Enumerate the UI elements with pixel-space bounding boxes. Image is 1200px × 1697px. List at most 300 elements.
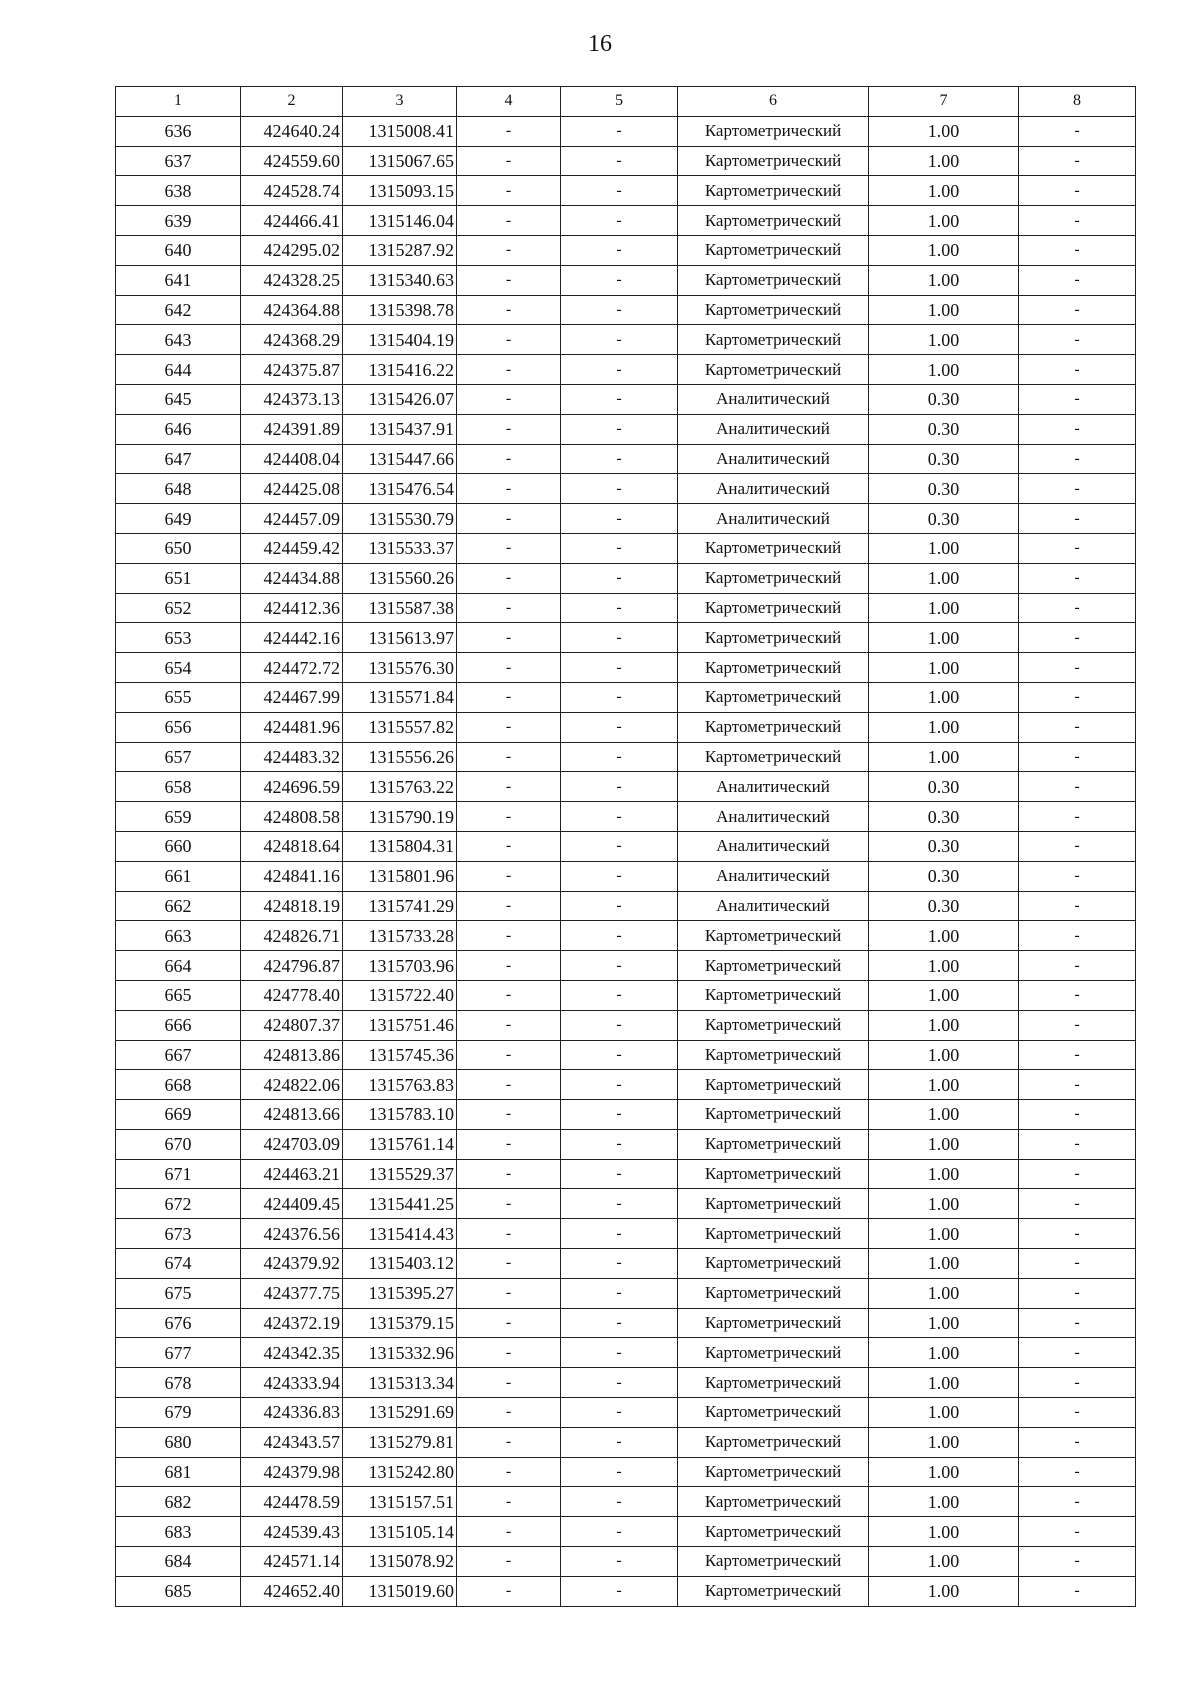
method-cell: Картометрический xyxy=(678,980,869,1010)
page-number: 16 xyxy=(588,31,612,57)
method-cell: Картометрический xyxy=(678,1040,869,1070)
col-8-cell: - xyxy=(1019,772,1136,802)
point-number-cell: 668 xyxy=(116,1070,241,1100)
col-5-cell: - xyxy=(561,1040,678,1070)
coord-x-cell: 424391.89 xyxy=(241,414,343,444)
coord-y-cell: 1315533.37 xyxy=(343,533,457,563)
col-5-cell: - xyxy=(561,355,678,385)
coord-x-cell: 424373.13 xyxy=(241,384,343,414)
col-5-cell: - xyxy=(561,1338,678,1368)
col-8-cell: - xyxy=(1019,1189,1136,1219)
header-row xyxy=(116,87,1136,117)
col-5-cell: - xyxy=(561,235,678,265)
accuracy-cell: 1.00 xyxy=(869,1189,1019,1219)
coord-x-cell: 424640.24 xyxy=(241,116,343,146)
col-5-cell: - xyxy=(561,980,678,1010)
method-cell: Картометрический xyxy=(678,206,869,236)
col-8-cell: - xyxy=(1019,891,1136,921)
col-4-cell: - xyxy=(457,682,561,712)
col-4-cell: - xyxy=(457,355,561,385)
col-5-cell: - xyxy=(561,1249,678,1279)
method-cell: Аналитический xyxy=(678,414,869,444)
point-number-cell: 663 xyxy=(116,921,241,951)
table-row xyxy=(116,772,1136,802)
col-8-cell: - xyxy=(1019,325,1136,355)
coord-x-cell: 424818.19 xyxy=(241,891,343,921)
column-header-4: 4 xyxy=(457,87,561,117)
method-cell: Картометрический xyxy=(678,593,869,623)
col-5-cell: - xyxy=(561,1487,678,1517)
table-row xyxy=(116,1368,1136,1398)
col-5-cell: - xyxy=(561,474,678,504)
coord-x-cell: 424808.58 xyxy=(241,802,343,832)
point-number-cell: 678 xyxy=(116,1368,241,1398)
table-row xyxy=(116,593,1136,623)
table-row xyxy=(116,1249,1136,1279)
accuracy-cell: 1.00 xyxy=(869,563,1019,593)
method-cell: Картометрический xyxy=(678,742,869,772)
col-5-cell: - xyxy=(561,1189,678,1219)
coord-y-cell: 1315242.80 xyxy=(343,1457,457,1487)
accuracy-cell: 0.30 xyxy=(869,444,1019,474)
col-5-cell: - xyxy=(561,1308,678,1338)
col-5-cell: - xyxy=(561,712,678,742)
col-4-cell: - xyxy=(457,980,561,1010)
coord-x-cell: 424295.02 xyxy=(241,235,343,265)
col-8-cell: - xyxy=(1019,712,1136,742)
col-8-cell: - xyxy=(1019,1219,1136,1249)
table-header xyxy=(116,87,1136,117)
col-4-cell: - xyxy=(457,1368,561,1398)
accuracy-cell: 1.00 xyxy=(869,980,1019,1010)
col-8-cell: - xyxy=(1019,1457,1136,1487)
method-cell: Картометрический xyxy=(678,1457,869,1487)
col-8-cell: - xyxy=(1019,206,1136,236)
coord-x-cell: 424467.99 xyxy=(241,682,343,712)
point-number-cell: 643 xyxy=(116,325,241,355)
method-cell: Картометрический xyxy=(678,146,869,176)
col-5-cell: - xyxy=(561,1159,678,1189)
point-number-cell: 652 xyxy=(116,593,241,623)
col-4-cell: - xyxy=(457,623,561,653)
table-row xyxy=(116,206,1136,236)
col-5-cell: - xyxy=(561,265,678,295)
method-cell: Аналитический xyxy=(678,861,869,891)
accuracy-cell: 1.00 xyxy=(869,1576,1019,1606)
method-cell: Картометрический xyxy=(678,1010,869,1040)
accuracy-cell: 1.00 xyxy=(869,1427,1019,1457)
coord-y-cell: 1315560.26 xyxy=(343,563,457,593)
accuracy-cell: 1.00 xyxy=(869,593,1019,623)
coord-y-cell: 1315783.10 xyxy=(343,1100,457,1130)
point-number-cell: 676 xyxy=(116,1308,241,1338)
col-5-cell: - xyxy=(561,1010,678,1040)
col-4-cell: - xyxy=(457,1040,561,1070)
table-row xyxy=(116,831,1136,861)
col-8-cell: - xyxy=(1019,1040,1136,1070)
point-number-cell: 682 xyxy=(116,1487,241,1517)
point-number-cell: 679 xyxy=(116,1398,241,1428)
col-4-cell: - xyxy=(457,1219,561,1249)
col-4-cell: - xyxy=(457,414,561,444)
point-number-cell: 674 xyxy=(116,1249,241,1279)
accuracy-cell: 1.00 xyxy=(869,325,1019,355)
col-8-cell: - xyxy=(1019,235,1136,265)
accuracy-cell: 1.00 xyxy=(869,1547,1019,1577)
coord-y-cell: 1315008.41 xyxy=(343,116,457,146)
method-cell: Картометрический xyxy=(678,1070,869,1100)
col-4-cell: - xyxy=(457,1427,561,1457)
coord-x-cell: 424826.71 xyxy=(241,921,343,951)
coord-y-cell: 1315763.83 xyxy=(343,1070,457,1100)
coord-x-cell: 424822.06 xyxy=(241,1070,343,1100)
coord-y-cell: 1315426.07 xyxy=(343,384,457,414)
col-8-cell: - xyxy=(1019,384,1136,414)
col-8-cell: - xyxy=(1019,444,1136,474)
table-row xyxy=(116,1427,1136,1457)
coord-y-cell: 1315437.91 xyxy=(343,414,457,444)
col-8-cell: - xyxy=(1019,414,1136,444)
coord-x-cell: 424408.04 xyxy=(241,444,343,474)
coord-x-cell: 424813.66 xyxy=(241,1100,343,1130)
coord-y-cell: 1315790.19 xyxy=(343,802,457,832)
accuracy-cell: 1.00 xyxy=(869,742,1019,772)
coord-y-cell: 1315403.12 xyxy=(343,1249,457,1279)
col-4-cell: - xyxy=(457,474,561,504)
coord-x-cell: 424559.60 xyxy=(241,146,343,176)
method-cell: Картометрический xyxy=(678,1159,869,1189)
col-5-cell: - xyxy=(561,1517,678,1547)
coord-y-cell: 1315340.63 xyxy=(343,265,457,295)
accuracy-cell: 1.00 xyxy=(869,1398,1019,1428)
coord-x-cell: 424328.25 xyxy=(241,265,343,295)
point-number-cell: 673 xyxy=(116,1219,241,1249)
table-row xyxy=(116,1398,1136,1428)
col-8-cell: - xyxy=(1019,1338,1136,1368)
col-8-cell: - xyxy=(1019,1070,1136,1100)
coord-y-cell: 1315733.28 xyxy=(343,921,457,951)
accuracy-cell: 1.00 xyxy=(869,921,1019,951)
method-cell: Картометрический xyxy=(678,1427,869,1457)
col-4-cell: - xyxy=(457,772,561,802)
coord-y-cell: 1315761.14 xyxy=(343,1129,457,1159)
accuracy-cell: 1.00 xyxy=(869,712,1019,742)
accuracy-cell: 1.00 xyxy=(869,1457,1019,1487)
col-5-cell: - xyxy=(561,1278,678,1308)
col-5-cell: - xyxy=(561,1576,678,1606)
accuracy-cell: 1.00 xyxy=(869,1219,1019,1249)
accuracy-cell: 0.30 xyxy=(869,384,1019,414)
col-5-cell: - xyxy=(561,891,678,921)
coord-x-cell: 424652.40 xyxy=(241,1576,343,1606)
point-number-cell: 649 xyxy=(116,504,241,534)
table-row xyxy=(116,1278,1136,1308)
col-4-cell: - xyxy=(457,146,561,176)
table-row xyxy=(116,1159,1136,1189)
col-8-cell: - xyxy=(1019,682,1136,712)
coord-y-cell: 1315379.15 xyxy=(343,1308,457,1338)
col-5-cell: - xyxy=(561,802,678,832)
table-row xyxy=(116,176,1136,206)
accuracy-cell: 0.30 xyxy=(869,831,1019,861)
col-5-cell: - xyxy=(561,682,678,712)
table-row xyxy=(116,1517,1136,1547)
method-cell: Картометрический xyxy=(678,1338,869,1368)
coord-y-cell: 1315751.46 xyxy=(343,1010,457,1040)
method-cell: Аналитический xyxy=(678,504,869,534)
table-row xyxy=(116,951,1136,981)
col-5-cell: - xyxy=(561,1070,678,1100)
method-cell: Картометрический xyxy=(678,712,869,742)
col-8-cell: - xyxy=(1019,1576,1136,1606)
coord-y-cell: 1315529.37 xyxy=(343,1159,457,1189)
col-4-cell: - xyxy=(457,533,561,563)
col-8-cell: - xyxy=(1019,1427,1136,1457)
table-row xyxy=(116,1189,1136,1219)
col-5-cell: - xyxy=(561,623,678,653)
table-row xyxy=(116,146,1136,176)
col-5-cell: - xyxy=(561,295,678,325)
col-8-cell: - xyxy=(1019,1159,1136,1189)
point-number-cell: 662 xyxy=(116,891,241,921)
col-5-cell: - xyxy=(561,831,678,861)
table-row xyxy=(116,861,1136,891)
method-cell: Картометрический xyxy=(678,1308,869,1338)
table-row xyxy=(116,1010,1136,1040)
coordinates-table xyxy=(115,86,1136,1607)
point-number-cell: 666 xyxy=(116,1010,241,1040)
coord-x-cell: 424425.08 xyxy=(241,474,343,504)
method-cell: Картометрический xyxy=(678,1487,869,1517)
coord-x-cell: 424778.40 xyxy=(241,980,343,1010)
point-number-cell: 637 xyxy=(116,146,241,176)
table-row xyxy=(116,1100,1136,1130)
col-4-cell: - xyxy=(457,295,561,325)
col-5-cell: - xyxy=(561,921,678,951)
col-8-cell: - xyxy=(1019,802,1136,832)
accuracy-cell: 1.00 xyxy=(869,295,1019,325)
table-row xyxy=(116,384,1136,414)
method-cell: Картометрический xyxy=(678,1398,869,1428)
accuracy-cell: 0.30 xyxy=(869,802,1019,832)
col-8-cell: - xyxy=(1019,623,1136,653)
col-5-cell: - xyxy=(561,325,678,355)
accuracy-cell: 1.00 xyxy=(869,1100,1019,1130)
coord-x-cell: 424818.64 xyxy=(241,831,343,861)
coord-x-cell: 424336.83 xyxy=(241,1398,343,1428)
col-4-cell: - xyxy=(457,1070,561,1100)
accuracy-cell: 1.00 xyxy=(869,176,1019,206)
method-cell: Картометрический xyxy=(678,563,869,593)
table-row xyxy=(116,355,1136,385)
coord-y-cell: 1315447.66 xyxy=(343,444,457,474)
col-5-cell: - xyxy=(561,504,678,534)
col-8-cell: - xyxy=(1019,861,1136,891)
col-5-cell: - xyxy=(561,1547,678,1577)
coord-y-cell: 1315404.19 xyxy=(343,325,457,355)
col-8-cell: - xyxy=(1019,1129,1136,1159)
accuracy-cell: 1.00 xyxy=(869,1278,1019,1308)
col-4-cell: - xyxy=(457,921,561,951)
coord-y-cell: 1315093.15 xyxy=(343,176,457,206)
col-4-cell: - xyxy=(457,891,561,921)
coord-y-cell: 1315703.96 xyxy=(343,951,457,981)
point-number-cell: 639 xyxy=(116,206,241,236)
col-5-cell: - xyxy=(561,146,678,176)
table-row xyxy=(116,235,1136,265)
coord-y-cell: 1315146.04 xyxy=(343,206,457,236)
table-row xyxy=(116,1576,1136,1606)
col-4-cell: - xyxy=(457,951,561,981)
accuracy-cell: 1.00 xyxy=(869,355,1019,385)
col-5-cell: - xyxy=(561,1398,678,1428)
coord-y-cell: 1315722.40 xyxy=(343,980,457,1010)
col-8-cell: - xyxy=(1019,1368,1136,1398)
coord-y-cell: 1315398.78 xyxy=(343,295,457,325)
col-8-cell: - xyxy=(1019,951,1136,981)
coord-y-cell: 1315556.26 xyxy=(343,742,457,772)
table-row xyxy=(116,265,1136,295)
col-8-cell: - xyxy=(1019,146,1136,176)
method-cell: Аналитический xyxy=(678,891,869,921)
accuracy-cell: 1.00 xyxy=(869,653,1019,683)
coord-y-cell: 1315395.27 xyxy=(343,1278,457,1308)
accuracy-cell: 1.00 xyxy=(869,235,1019,265)
col-4-cell: - xyxy=(457,653,561,683)
point-number-cell: 661 xyxy=(116,861,241,891)
coord-y-cell: 1315745.36 xyxy=(343,1040,457,1070)
coord-x-cell: 424368.29 xyxy=(241,325,343,355)
coord-x-cell: 424342.35 xyxy=(241,1338,343,1368)
point-number-cell: 671 xyxy=(116,1159,241,1189)
point-number-cell: 646 xyxy=(116,414,241,444)
coord-x-cell: 424442.16 xyxy=(241,623,343,653)
table-row xyxy=(116,1219,1136,1249)
accuracy-cell: 1.00 xyxy=(869,116,1019,146)
col-8-cell: - xyxy=(1019,504,1136,534)
accuracy-cell: 0.30 xyxy=(869,414,1019,444)
coord-x-cell: 424364.88 xyxy=(241,295,343,325)
col-8-cell: - xyxy=(1019,474,1136,504)
coord-x-cell: 424409.45 xyxy=(241,1189,343,1219)
coord-y-cell: 1315476.54 xyxy=(343,474,457,504)
point-number-cell: 644 xyxy=(116,355,241,385)
col-4-cell: - xyxy=(457,1398,561,1428)
col-5-cell: - xyxy=(561,563,678,593)
col-8-cell: - xyxy=(1019,295,1136,325)
col-4-cell: - xyxy=(457,1249,561,1279)
col-4-cell: - xyxy=(457,384,561,414)
point-number-cell: 657 xyxy=(116,742,241,772)
col-8-cell: - xyxy=(1019,355,1136,385)
accuracy-cell: 0.30 xyxy=(869,891,1019,921)
coord-x-cell: 424483.32 xyxy=(241,742,343,772)
col-8-cell: - xyxy=(1019,265,1136,295)
table-row xyxy=(116,295,1136,325)
col-5-cell: - xyxy=(561,1219,678,1249)
coord-x-cell: 424459.42 xyxy=(241,533,343,563)
coord-x-cell: 424376.56 xyxy=(241,1219,343,1249)
method-cell: Аналитический xyxy=(678,474,869,504)
col-8-cell: - xyxy=(1019,1487,1136,1517)
col-8-cell: - xyxy=(1019,176,1136,206)
coord-x-cell: 424472.72 xyxy=(241,653,343,683)
accuracy-cell: 0.30 xyxy=(869,474,1019,504)
col-8-cell: - xyxy=(1019,653,1136,683)
point-number-cell: 664 xyxy=(116,951,241,981)
accuracy-cell: 1.00 xyxy=(869,1308,1019,1338)
col-4-cell: - xyxy=(457,712,561,742)
col-5-cell: - xyxy=(561,414,678,444)
col-4-cell: - xyxy=(457,1457,561,1487)
table-row xyxy=(116,921,1136,951)
table-row xyxy=(116,444,1136,474)
col-4-cell: - xyxy=(457,1308,561,1338)
col-4-cell: - xyxy=(457,504,561,534)
point-number-cell: 683 xyxy=(116,1517,241,1547)
method-cell: Картометрический xyxy=(678,265,869,295)
point-number-cell: 659 xyxy=(116,802,241,832)
col-5-cell: - xyxy=(561,384,678,414)
col-4-cell: - xyxy=(457,593,561,623)
col-5-cell: - xyxy=(561,593,678,623)
method-cell: Картометрический xyxy=(678,1219,869,1249)
coord-x-cell: 424807.37 xyxy=(241,1010,343,1040)
table-row xyxy=(116,1040,1136,1070)
coord-x-cell: 424539.43 xyxy=(241,1517,343,1547)
table-row xyxy=(116,1547,1136,1577)
accuracy-cell: 1.00 xyxy=(869,1010,1019,1040)
method-cell: Картометрический xyxy=(678,176,869,206)
column-header-3: 3 xyxy=(343,87,457,117)
coord-x-cell: 424466.41 xyxy=(241,206,343,236)
table-row xyxy=(116,533,1136,563)
point-number-cell: 656 xyxy=(116,712,241,742)
coord-y-cell: 1315313.34 xyxy=(343,1368,457,1398)
table-row xyxy=(116,980,1136,1010)
point-number-cell: 654 xyxy=(116,653,241,683)
col-5-cell: - xyxy=(561,1457,678,1487)
coord-x-cell: 424379.92 xyxy=(241,1249,343,1279)
method-cell: Картометрический xyxy=(678,295,869,325)
col-4-cell: - xyxy=(457,176,561,206)
coord-x-cell: 424571.14 xyxy=(241,1547,343,1577)
col-8-cell: - xyxy=(1019,1249,1136,1279)
col-5-cell: - xyxy=(561,861,678,891)
col-5-cell: - xyxy=(561,533,678,563)
col-4-cell: - xyxy=(457,1189,561,1219)
col-4-cell: - xyxy=(457,1487,561,1517)
coord-x-cell: 424333.94 xyxy=(241,1368,343,1398)
method-cell: Картометрический xyxy=(678,355,869,385)
coord-x-cell: 424375.87 xyxy=(241,355,343,385)
col-4-cell: - xyxy=(457,742,561,772)
point-number-cell: 648 xyxy=(116,474,241,504)
table-row xyxy=(116,504,1136,534)
point-number-cell: 669 xyxy=(116,1100,241,1130)
method-cell: Картометрический xyxy=(678,1547,869,1577)
accuracy-cell: 1.00 xyxy=(869,1487,1019,1517)
table-row xyxy=(116,1457,1136,1487)
coord-y-cell: 1315332.96 xyxy=(343,1338,457,1368)
point-number-cell: 685 xyxy=(116,1576,241,1606)
coord-y-cell: 1315587.38 xyxy=(343,593,457,623)
accuracy-cell: 1.00 xyxy=(869,1517,1019,1547)
accuracy-cell: 1.00 xyxy=(869,1129,1019,1159)
point-number-cell: 677 xyxy=(116,1338,241,1368)
point-number-cell: 681 xyxy=(116,1457,241,1487)
column-header-5: 5 xyxy=(561,87,678,117)
